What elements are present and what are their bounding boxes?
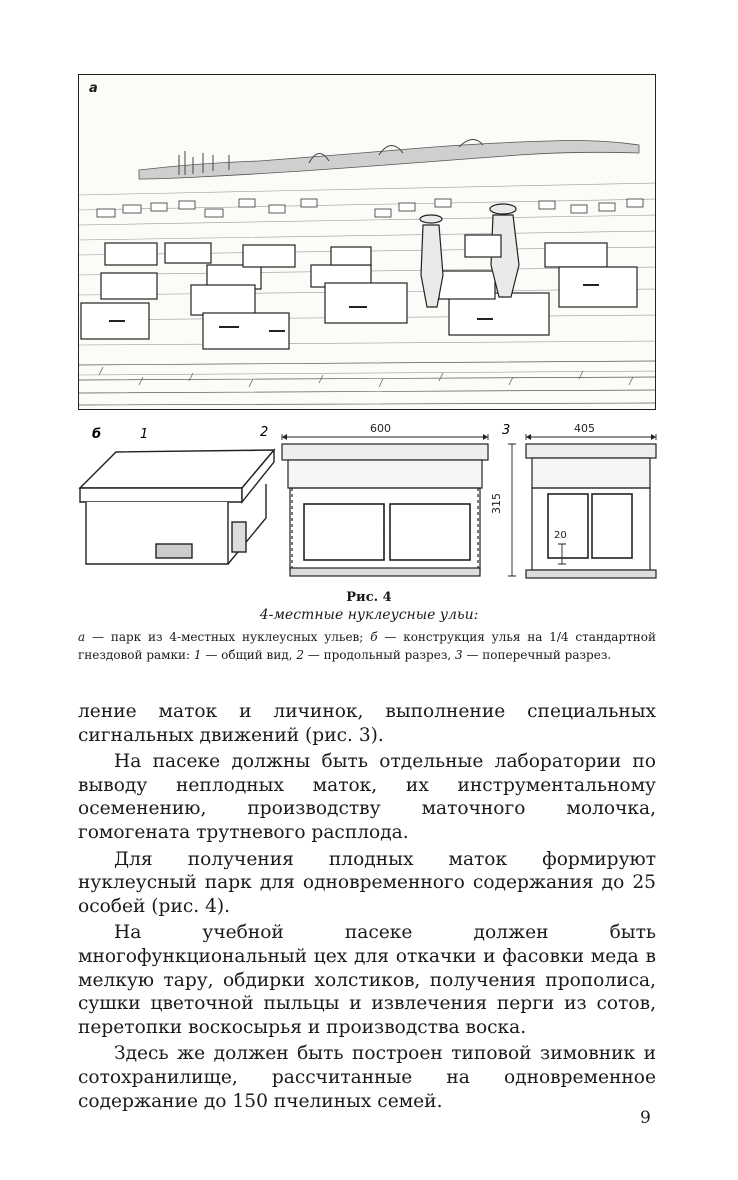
apiary-drawing xyxy=(79,75,656,410)
longitudinal-section xyxy=(282,422,488,576)
paragraph: Для получения плодных маток формируют нуклеусный парк для одновременного содержания до 25 особей (рис. 4). xyxy=(78,848,656,917)
construction-drawing xyxy=(78,418,660,586)
dimension-600: 600 xyxy=(370,422,391,435)
legend-a-text: — парк из 4-местных нуклеусных ульев; xyxy=(85,630,371,644)
paragraph-continuation: ление маток и личинок, выполнение специальных сигнальных движений (рис. 3). xyxy=(78,701,656,746)
legend-a-label: а xyxy=(78,630,86,644)
panel-a-label: а xyxy=(89,81,98,96)
hive-general-view xyxy=(80,450,274,564)
apiary-illustration xyxy=(78,74,656,410)
legend-1-text: — общий вид, xyxy=(201,648,297,662)
panel-b-label: б xyxy=(92,427,102,442)
legend-2-text: — продольный разрез, xyxy=(303,648,455,662)
dimension-315: 315 xyxy=(490,493,503,514)
dimension-20: 20 xyxy=(554,530,567,541)
paragraph: На учебной пасеке должен быть многофункциональный цех для откачки и фасовки меда в мелкую тару, обдирки холстиков, получения прополиса, сушки цветочной пыльцы и извлечения перги из сотов, перетопки воскосырья и производства воска. xyxy=(78,922,656,1038)
cross-section xyxy=(490,422,656,578)
paragraph: Здесь же должен быть построен типовой зимовник и сотохранилище, рассчитанные на одновременное содержание до 150 пчелиных семей. xyxy=(78,1043,656,1112)
legend-1-label: 1 xyxy=(193,648,202,662)
legend-b-label: б xyxy=(370,630,378,644)
view-label-1: 1 xyxy=(140,427,149,442)
figure-caption-legend xyxy=(78,628,656,664)
view-label-2: 2 xyxy=(260,425,269,440)
legend-b-text: — конструкция улья на 1/4 стандартной гнездовой рамки: xyxy=(78,630,656,662)
paragraph: На пасеке должны быть отдельные лаборатории по выводу неплодных маток, их инструментальному осеменению, производству маточного молочка, гомогената трутневого расплода. xyxy=(78,751,656,843)
figure-caption-subtitle: 4-местные нуклеусные ульи: xyxy=(259,607,479,623)
legend-2-label: 2 xyxy=(296,648,304,662)
legend-3-text: — поперечный разрез. xyxy=(462,648,612,662)
dimension-405: 405 xyxy=(574,422,595,435)
body-text xyxy=(78,700,656,1113)
legend-3-label: 3 xyxy=(455,648,463,662)
figure-caption-title: Рис. 4 xyxy=(346,590,392,605)
page-number: 9 xyxy=(640,1108,651,1128)
hive-construction-diagrams xyxy=(78,418,660,586)
view-label-3: 3 xyxy=(502,423,511,438)
